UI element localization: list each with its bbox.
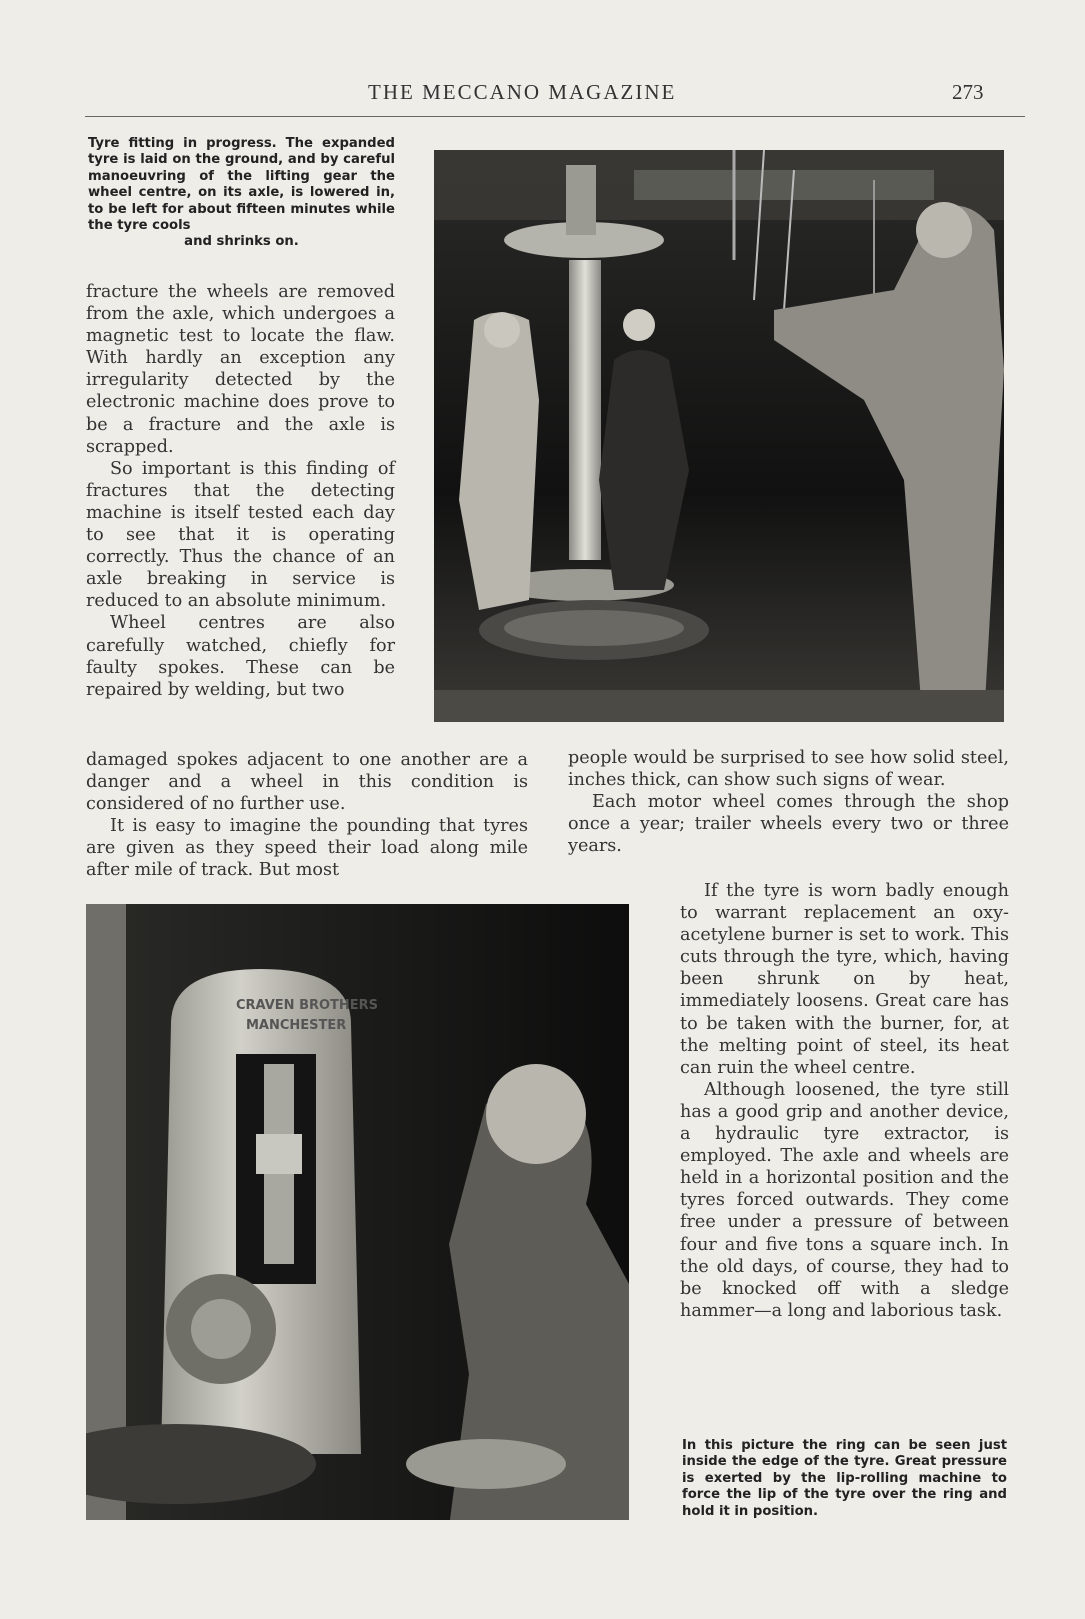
caption-top-last-line: and shrinks on.	[184, 234, 299, 250]
paragraph: damaged spokes adjacent to one another are a danger and a wheel in this condition is considered of no further use.	[86, 750, 528, 815]
paragraph: people would be surprised to see how solid steel, inches thick, can show such signs of wear.	[568, 748, 1009, 791]
paragraph: Although loosened, the tyre still has a good grip and another device, a hydraulic tyre extractor, is employed. The axle and wheels are held in a horizontal position and the tyres forced outwards. They come free under a pressure of between four and five tons a square inch. In the old days, of course, they had to be knocked off with a sledge hammer—a long and laborious task.	[680, 1079, 1009, 1321]
photo-tyre-fitting	[434, 150, 1004, 722]
machine-plate-line-2: MANCHESTER	[246, 1018, 347, 1033]
paragraph: If the tyre is worn badly enough to warrant replacement an oxy-acetylene burner is set to work. This cuts through the tyre, which, having been shrunk on by heat, immediately loosens. Great care has to be taken with the burner, for, at the melting point of steel, its heat can ruin the wheel centre.	[680, 881, 1009, 1078]
magazine-title: THE MECCANO MAGAZINE	[368, 80, 677, 104]
photo-lip-rolling-machine	[86, 904, 629, 1520]
paragraph: It is easy to imagine the pounding that tyres are given as they speed their load along mile after mile of track. But most	[86, 816, 528, 881]
article-column-1-continued	[86, 749, 528, 882]
article-column-2	[568, 747, 1009, 857]
page-number: 273	[952, 80, 984, 104]
caption-top-text: Tyre fitting in progress. The expanded tyre is laid on the ground, and by careful manoeuvring of the lifting gear the wheel centre, on its axle, is lowered in, to be left for about fifteen minutes while the tyre cools	[88, 136, 395, 234]
paragraph: Wheel centres are also carefully watched, chiefly for faulty spokes. These can be repaired by welding, but two	[86, 613, 395, 700]
article-column-3	[680, 880, 1009, 1322]
machine-plate-line-1: CRAVEN BROTHERS	[236, 998, 379, 1013]
caption-top-photo	[88, 136, 395, 251]
paragraph: So important is this finding of fractures that the detecting machine is itself tested each day to see that it is operating correctly. Thus the chance of an axle breaking in service is reduced to an absolute minimum.	[86, 458, 395, 612]
header-rule	[85, 116, 1025, 117]
article-column-1	[86, 281, 395, 701]
paragraph: Each motor wheel comes through the shop once a year; trailer wheels every two or three years.	[568, 792, 1009, 857]
paragraph: fracture the wheels are removed from the axle, which undergoes a magnetic test to locate the flaw. With hardly an exception any irregularity detected by the electronic machine does prove to be a fracture and the axle is scrapped.	[86, 282, 395, 457]
caption-bottom-photo: In this picture the ring can be seen just inside the edge of the tyre. Great pressure is exerted by the lip-rolling machine to force the lip of the tyre over the ring and hold it in position.	[682, 1438, 1007, 1519]
